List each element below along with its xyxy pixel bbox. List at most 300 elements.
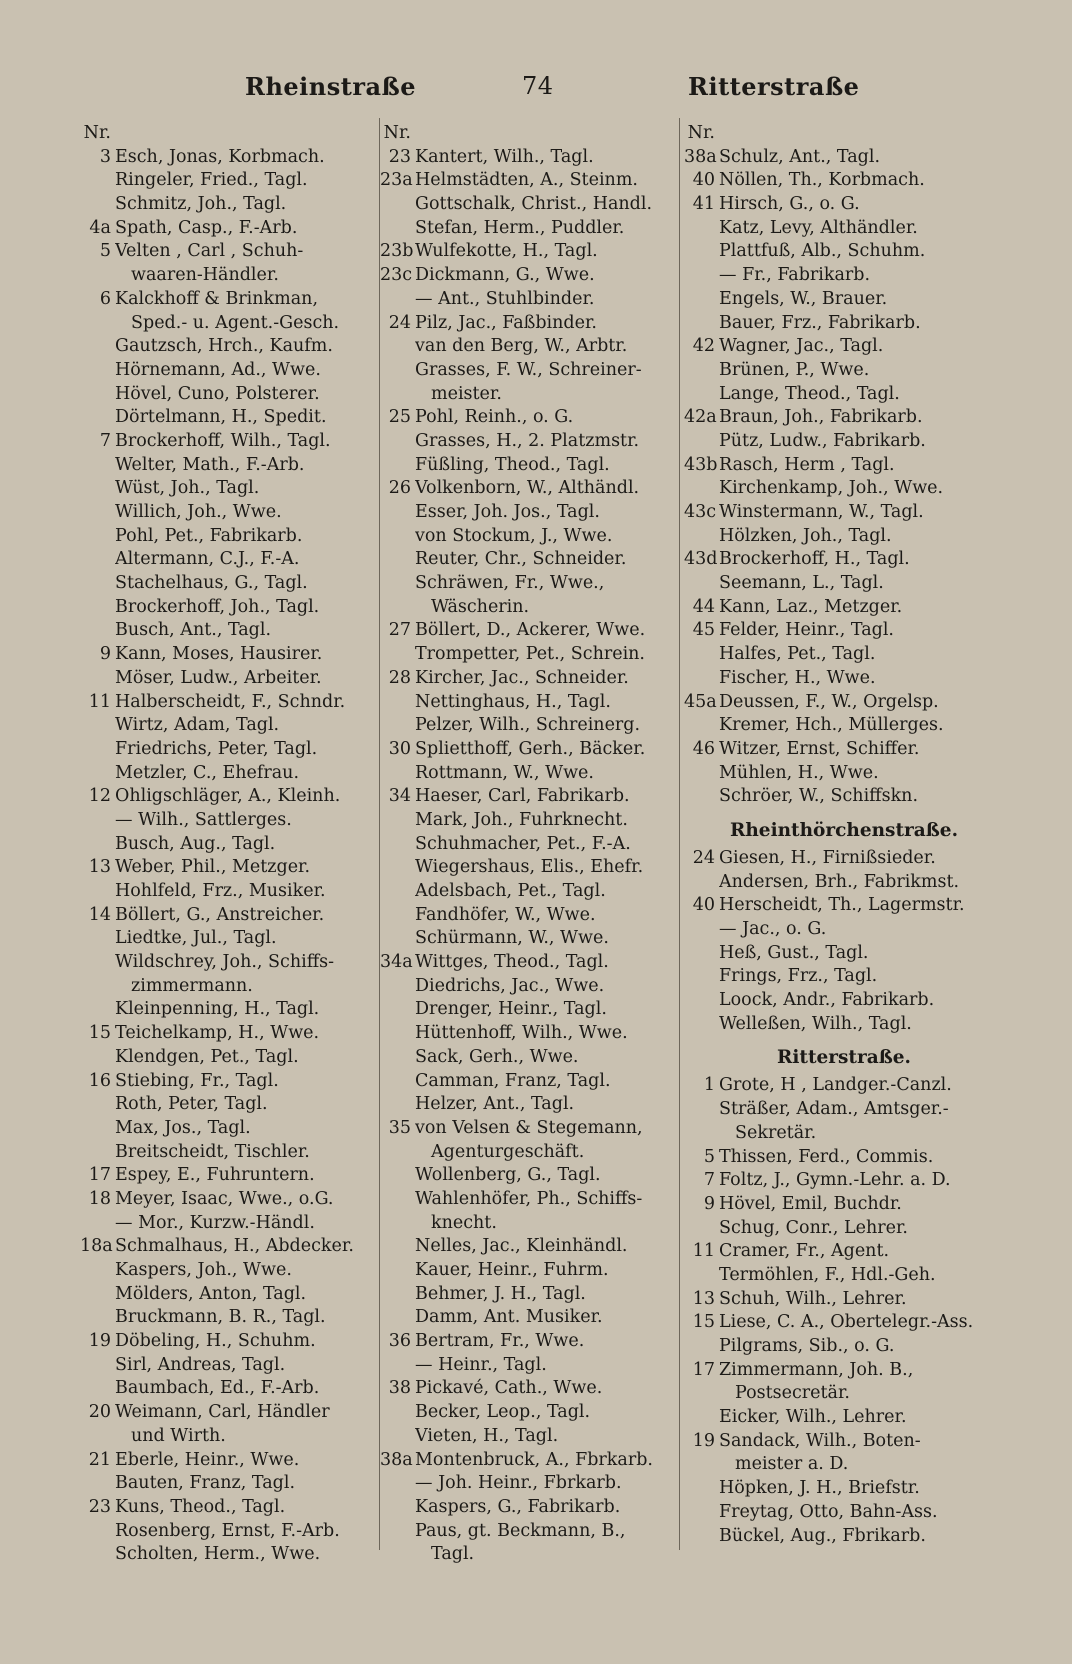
directory-entry — [380, 264, 682, 288]
directory-entry — [684, 1453, 1004, 1477]
house-number: 38a — [684, 146, 717, 167]
resident-entry: Schuhmacher, Pet., F.-A. — [415, 833, 631, 854]
resident-entry: Döbeling, H., Schuhm. — [115, 1331, 316, 1352]
directory-entry — [80, 785, 380, 809]
resident-entry: Pickavé, Cath., Wwe. — [415, 1378, 603, 1399]
directory-entry — [380, 1212, 682, 1236]
house-number — [80, 1306, 115, 1330]
resident-entry: Höpken, J. H., Briefstr. — [719, 1478, 920, 1499]
directory-entry — [80, 1022, 380, 1046]
resident-entry: Deussen, F., W., Orgelsp. — [719, 691, 939, 712]
directory-entry — [80, 383, 380, 407]
directory-entry — [80, 122, 380, 146]
resident-entry: Nöllen, Th., Korbmach. — [719, 170, 925, 191]
house-number — [684, 240, 719, 264]
directory-entry — [684, 619, 1004, 643]
house-number — [80, 1472, 115, 1496]
house-number — [80, 264, 115, 288]
directory-entry — [380, 1543, 682, 1567]
house-number — [380, 1259, 415, 1283]
resident-entry: Metzler, C., Ehefrau. — [115, 762, 300, 783]
resident-entry: Adelsbach, Pet., Tagl. — [415, 881, 606, 901]
directory-entry — [80, 643, 380, 667]
house-number — [684, 942, 719, 966]
resident-entry: Stiebing, Fr., Tagl. — [115, 1070, 279, 1091]
resident-entry: Weimann, Carl, Händler — [115, 1402, 330, 1423]
resident-entry: Halfes, Pet., Tagl. — [719, 644, 876, 665]
resident-entry: Kantert, Wilh., Tagl. — [415, 146, 594, 167]
house-number: 23c — [380, 265, 413, 286]
directory-entry — [380, 904, 682, 928]
resident-entry: Hölzken, Joh., Tagl. — [719, 525, 892, 546]
directory-entry — [684, 264, 1004, 288]
house-number: 23 — [388, 146, 411, 167]
directory-entry — [80, 477, 380, 501]
directory-entry — [684, 1430, 1004, 1454]
house-number: 14 — [88, 904, 111, 925]
directory-entry — [380, 1520, 682, 1544]
directory-entry — [380, 1306, 682, 1330]
resident-entry: Sekretär. — [735, 1122, 817, 1143]
house-number: 46 — [692, 738, 715, 759]
resident-entry: Becker, Leop., Tagl. — [415, 1402, 591, 1423]
resident-entry: Teichelkamp, H., Wwe. — [115, 1023, 320, 1044]
resident-entry: Schröer, W., Schiffskn. — [719, 786, 919, 807]
resident-entry: Schug, Conr., Lehrer. — [719, 1217, 908, 1238]
resident-entry: Schuh, Wilh., Lehrer. — [719, 1288, 907, 1309]
directory-entry — [684, 430, 1004, 454]
resident-entry: Bauer, Frz., Fabrikarb. — [719, 312, 921, 333]
house-number — [380, 1164, 415, 1188]
resident-entry: Paus, gt. Beckmann, B., — [415, 1520, 626, 1541]
resident-entry: Ohligschläger, A., Kleinh. — [115, 786, 341, 807]
resident-entry: Wahlenhöfer, Ph., Schiffs- — [415, 1188, 643, 1209]
directory-entry — [80, 1046, 380, 1070]
resident-entry: Pilgrams, Sib., o. G. — [719, 1336, 895, 1356]
directory-entry — [380, 1354, 682, 1378]
resident-entry: Kaspers, Joh., Wwe. — [115, 1260, 292, 1280]
house-number — [80, 809, 115, 833]
house-number — [684, 264, 719, 288]
directory-entry — [80, 904, 380, 928]
house-number: 43c — [684, 502, 717, 522]
resident-entry: Esser, Joh. Jos., Tagl. — [415, 502, 600, 522]
resident-entry: Splietthoff, Gerh., Bäcker. — [415, 738, 646, 759]
directory-entry — [684, 871, 1004, 895]
resident-entry: Böllert, D., Ackerer, Wwe. — [415, 620, 646, 641]
house-number: 24 — [692, 847, 715, 868]
house-number — [80, 501, 115, 525]
directory-entry — [80, 430, 380, 454]
resident-entry: Schmitz, Joh., Tagl. — [115, 194, 287, 215]
directory-entry — [684, 525, 1004, 549]
directory-entry — [380, 998, 682, 1022]
resident-entry: Spath, Casp., F.-Arb. — [115, 217, 298, 238]
directory-entry — [380, 785, 682, 809]
house-number — [80, 975, 115, 999]
directory-entry — [380, 477, 682, 501]
resident-entry: Eicker, Wilh., Lehrer. — [719, 1407, 907, 1428]
house-number — [80, 383, 115, 407]
house-number — [380, 454, 415, 478]
house-number — [380, 1235, 415, 1259]
directory-entry — [684, 989, 1004, 1013]
resident-entry: zimmermann. — [131, 975, 253, 996]
house-number — [380, 548, 415, 572]
directory-entry — [80, 1188, 380, 1212]
directory-entry — [80, 1425, 380, 1449]
house-number — [80, 596, 115, 620]
house-number: 6 — [99, 288, 111, 309]
house-number — [684, 359, 719, 383]
house-number: 35 — [388, 1117, 411, 1138]
directory-entry — [380, 1283, 682, 1307]
directory-entry — [80, 264, 380, 288]
resident-entry: Behmer, J. H., Tagl. — [415, 1283, 586, 1304]
house-number: 34a — [380, 952, 413, 973]
house-number — [80, 927, 115, 951]
directory-entry — [684, 1122, 1004, 1146]
page-number: 74 — [522, 72, 554, 100]
house-number — [380, 1283, 415, 1307]
directory-entry — [684, 477, 1004, 501]
house-number — [380, 809, 415, 833]
directory-entry — [380, 1472, 682, 1496]
directory-entry — [380, 738, 682, 762]
column-2 — [380, 122, 682, 1567]
resident-entry: — Jac., o. G. — [719, 919, 827, 939]
resident-entry: Postsecretär. — [735, 1383, 850, 1404]
resident-entry: Stachelhaus, G., Tagl. — [115, 573, 308, 594]
directory-entry — [380, 406, 682, 430]
resident-entry: Bertram, Fr., Wwe. — [415, 1331, 585, 1352]
resident-entry: Brünen, P., Wwe. — [719, 359, 870, 380]
house-number — [380, 359, 415, 383]
house-number — [380, 833, 415, 857]
house-number — [80, 1425, 115, 1449]
house-number: 38a — [380, 1449, 413, 1470]
house-number — [684, 1013, 719, 1037]
directory-entry — [684, 122, 1004, 146]
house-number: 23 — [88, 1496, 111, 1517]
directory-entry — [684, 643, 1004, 667]
house-number — [80, 1354, 115, 1378]
resident-entry: Hohlfeld, Frz., Musiker. — [115, 881, 326, 901]
directory-entry — [684, 785, 1004, 809]
directory-entry — [80, 691, 380, 715]
house-number — [684, 762, 719, 786]
house-number: 38 — [388, 1378, 411, 1399]
resident-entry: Pohl, Pet., Fabrikarb. — [115, 525, 303, 546]
resident-entry: Busch, Ant., Tagl. — [115, 620, 272, 641]
house-number — [684, 1406, 719, 1430]
directory-entry — [80, 596, 380, 620]
directory-entry — [684, 1288, 1004, 1312]
house-number: 25 — [388, 407, 411, 428]
house-number — [380, 998, 415, 1022]
house-number: 34 — [388, 786, 411, 807]
directory-entry — [380, 1117, 682, 1141]
house-number: 40 — [692, 895, 715, 916]
house-number: 5 — [99, 241, 111, 262]
directory-entry — [80, 1520, 380, 1544]
house-number: 24 — [388, 312, 411, 333]
resident-entry: Zimmermann, Joh. B., — [719, 1359, 914, 1380]
directory-entry — [380, 288, 682, 312]
resident-entry: Lange, Theod., Tagl. — [719, 383, 900, 404]
house-number — [80, 998, 115, 1022]
house-number — [80, 572, 115, 596]
house-number — [80, 667, 115, 691]
resident-entry: Schürmann, W., Wwe. — [415, 928, 609, 949]
house-number: 11 — [692, 1241, 715, 1262]
resident-entry: — Heinr., Tagl. — [415, 1354, 547, 1375]
resident-entry: Kauer, Heinr., Fuhrm. — [415, 1260, 609, 1280]
resident-entry: Grote, H , Landger.-Canzl. — [719, 1075, 952, 1096]
directory-entry — [684, 691, 1004, 715]
directory-entry — [684, 193, 1004, 217]
directory-entry — [684, 1525, 1004, 1549]
directory-entry — [80, 1070, 380, 1094]
resident-entry: — Mor., Kurzw.-Händl. — [115, 1212, 315, 1233]
directory-entry — [380, 359, 682, 383]
resident-entry: Fandhöfer, W., Wwe. — [415, 904, 596, 925]
resident-entry: Wüst, Joh., Tagl. — [115, 478, 260, 499]
house-number — [80, 1117, 115, 1141]
resident-entry: Liese, C. A., Obertelegr.-Ass. — [719, 1312, 974, 1333]
house-number — [380, 1543, 415, 1567]
directory-entry — [80, 1354, 380, 1378]
directory-entry — [80, 1496, 380, 1520]
resident-entry: von Velsen & Stegemann, — [415, 1117, 643, 1138]
directory-entry — [80, 809, 380, 833]
resident-entry: Kaspers, G., Fabrikarb. — [415, 1496, 621, 1517]
resident-entry: Rosenberg, Ernst, F.-Arb. — [115, 1520, 340, 1541]
directory-entry — [380, 643, 682, 667]
directory-entry — [380, 193, 682, 217]
directory-entry — [380, 1330, 682, 1354]
resident-entry: Welter, Math., F.-Arb. — [115, 454, 305, 475]
directory-entry — [380, 1449, 682, 1473]
resident-entry: Helzer, Ant., Tagl. — [415, 1094, 575, 1115]
house-number — [684, 572, 719, 596]
directory-entry — [80, 927, 380, 951]
resident-entry: Freytag, Otto, Bahn-Ass. — [719, 1501, 938, 1522]
directory-entry — [380, 240, 682, 264]
directory-entry — [80, 359, 380, 383]
directory-entry — [380, 809, 682, 833]
directory-entry — [684, 240, 1004, 264]
resident-entry: Klendgen, Pet., Tagl. — [115, 1046, 299, 1067]
directory-entry — [380, 122, 682, 146]
resident-entry: Frings, Frz., Tagl. — [719, 966, 878, 987]
resident-entry: Reuter, Chr., Schneider. — [415, 549, 627, 570]
resident-entry: Wiegershaus, Elis., Ehefr. — [415, 857, 644, 878]
column-3 — [684, 122, 1004, 1548]
resident-entry: Bückel, Aug., Fbrikarb. — [719, 1525, 926, 1546]
directory-entry — [80, 714, 380, 738]
resident-entry: Bruckmann, B. R., Tagl. — [115, 1307, 326, 1328]
directory-entry — [684, 894, 1004, 918]
directory-entry — [80, 1117, 380, 1141]
house-number — [380, 1425, 415, 1449]
resident-entry: Dickmann, G., Wwe. — [415, 265, 595, 286]
house-number — [684, 1501, 719, 1525]
resident-entry: Kleinpenning, H., Tagl. — [115, 999, 320, 1020]
resident-entry: Drenger, Heinr., Tagl. — [415, 999, 607, 1020]
house-number — [380, 383, 415, 407]
house-number — [80, 714, 115, 738]
resident-entry: Willich, Joh., Wwe. — [115, 502, 282, 522]
resident-entry: Sack, Gerh., Wwe. — [415, 1046, 579, 1067]
directory-entry — [380, 1259, 682, 1283]
resident-entry: Fischer, H., Wwe. — [719, 667, 876, 688]
resident-entry: Pütz, Ludw., Fabrikarb. — [719, 430, 926, 451]
directory-entry — [684, 1501, 1004, 1525]
house-number — [380, 1472, 415, 1496]
resident-entry: Haeser, Carl, Fabrikarb. — [415, 786, 630, 807]
house-number — [380, 975, 415, 999]
resident-entry: Winstermann, W., Tagl. — [719, 502, 924, 522]
house-number: 45 — [692, 620, 715, 641]
house-number — [80, 1520, 115, 1544]
resident-entry: Max, Jos., Tagl. — [115, 1117, 251, 1138]
house-number — [380, 856, 415, 880]
resident-entry: Esch, Jonas, Korbmach. — [115, 146, 325, 167]
directory-entry — [380, 1141, 682, 1165]
house-number — [80, 169, 115, 193]
house-number — [80, 619, 115, 643]
directory-entry — [380, 619, 682, 643]
directory-entry — [684, 169, 1004, 193]
resident-entry: waaren-Händler. — [131, 265, 279, 286]
house-number: 26 — [388, 478, 411, 499]
house-number — [380, 904, 415, 928]
house-number: 43b — [684, 454, 718, 475]
header-right-street: Ritterstraße — [688, 72, 860, 101]
house-number: 11 — [88, 691, 111, 712]
directory-entry — [80, 1306, 380, 1330]
resident-entry: Meyer, Isaac, Wwe., o.G. — [115, 1188, 334, 1209]
column-1 — [80, 122, 380, 1567]
house-number — [80, 1212, 115, 1236]
house-number — [80, 738, 115, 762]
house-number: 5 — [703, 1146, 715, 1167]
resident-entry: Heß, Gust., Tagl. — [719, 942, 869, 963]
directory-entry — [684, 1477, 1004, 1501]
directory-entry — [380, 1188, 682, 1212]
directory-entry — [380, 1093, 682, 1117]
resident-entry: Mölders, Anton, Tagl. — [115, 1283, 307, 1304]
house-number — [380, 714, 415, 738]
house-number: 19 — [88, 1331, 111, 1352]
house-number — [80, 312, 115, 336]
house-number — [380, 1520, 415, 1544]
house-number — [684, 217, 719, 241]
house-number — [80, 193, 115, 217]
house-number: 43d — [684, 549, 718, 570]
house-number — [684, 667, 719, 691]
resident-entry: Hövel, Cuno, Polsterer. — [115, 383, 320, 404]
house-number: 27 — [388, 620, 411, 641]
house-number: 36 — [388, 1331, 411, 1352]
house-number: 20 — [88, 1402, 111, 1423]
directory-entry — [80, 1141, 380, 1165]
section-heading: Rheinthörchenstraße. — [729, 819, 959, 841]
house-number: Nr. — [83, 123, 111, 143]
directory-entry — [684, 918, 1004, 942]
house-number — [380, 1212, 415, 1236]
resident-entry — [115, 122, 380, 146]
resident-entry: Kircher, Jac., Schneider. — [415, 667, 629, 688]
resident-entry: Wulfekotte, H., Tagl. — [415, 241, 598, 262]
resident-entry: Sträßer, Adam., Amtsger.- — [719, 1099, 949, 1120]
section-heading: Ritterstraße. — [777, 1047, 911, 1069]
house-number — [380, 335, 415, 359]
resident-entry: Seemann, L., Tagl. — [719, 573, 884, 594]
directory-entry — [380, 1164, 682, 1188]
house-number: 18a — [80, 1236, 113, 1257]
house-number — [684, 965, 719, 989]
directory-entry — [80, 619, 380, 643]
resident-entry: Brockerhoff, H., Tagl. — [719, 549, 910, 570]
directory-entry — [80, 240, 380, 264]
house-number — [380, 880, 415, 904]
resident-entry: Agenturgeschäft. — [431, 1141, 585, 1162]
resident-entry: Bauten, Franz, Tagl. — [115, 1473, 296, 1494]
resident-entry: Wollenberg, G., Tagl. — [415, 1165, 601, 1186]
resident-entry: Hüttenhoff, Wilh., Wwe. — [415, 1023, 628, 1044]
house-number — [684, 714, 719, 738]
house-number: 7 — [703, 1170, 715, 1191]
resident-entry: Diedrichs, Jac., Wwe. — [415, 975, 605, 996]
house-number — [684, 1382, 719, 1406]
house-number — [684, 383, 719, 407]
resident-entry: Tagl. — [431, 1544, 475, 1565]
resident-entry: Sirl, Andreas, Tagl. — [115, 1354, 286, 1375]
resident-entry: Nettinghaus, H., Tagl. — [415, 691, 611, 712]
house-number: 9 — [99, 644, 111, 665]
house-number: 17 — [88, 1165, 111, 1186]
house-number: 13 — [88, 857, 111, 878]
house-number: 23a — [380, 170, 413, 191]
house-number: 9 — [703, 1193, 715, 1214]
house-number — [80, 335, 115, 359]
resident-entry — [415, 122, 682, 146]
directory-entry — [80, 667, 380, 691]
header-left-street: Rheinstraße — [245, 72, 417, 101]
directory-entry — [380, 691, 682, 715]
house-number: 44 — [692, 596, 715, 617]
directory-entry — [80, 738, 380, 762]
directory-entry — [80, 572, 380, 596]
house-number — [80, 1141, 115, 1165]
directory-entry — [80, 501, 380, 525]
resident-entry: — Joh. Heinr., Fbrkarb. — [415, 1473, 622, 1494]
directory-entry — [80, 335, 380, 359]
house-number — [380, 1093, 415, 1117]
resident-entry: Brockerhoff, Wilh., Tagl. — [115, 430, 331, 451]
directory-entry — [380, 335, 682, 359]
directory-entry — [380, 951, 682, 975]
resident-entry: Witzer, Ernst, Schiffer. — [719, 738, 920, 759]
house-number — [380, 430, 415, 454]
house-number: 28 — [388, 667, 411, 688]
resident-entry: Schulz, Ant., Tagl. — [719, 146, 881, 167]
directory-entry — [380, 762, 682, 786]
resident-entry: Roth, Peter, Tagl. — [115, 1094, 268, 1115]
resident-entry: Wittges, Theod., Tagl. — [415, 952, 609, 973]
